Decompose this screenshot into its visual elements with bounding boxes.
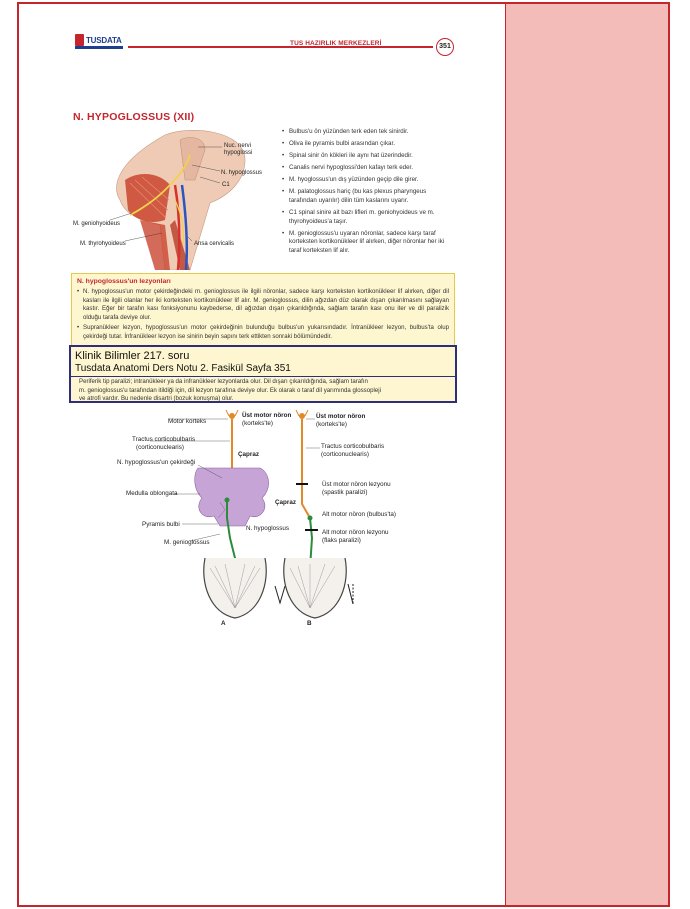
label-ust-motor-b: Üst motor nöron: [316, 413, 366, 420]
medulla-shape: [195, 468, 269, 526]
pathway-diagram: [110, 408, 430, 628]
label-korteks-a: (korteks'te): [242, 420, 273, 427]
motor-neuron-soma-a: [229, 413, 235, 419]
label-alt-motor: Alt motor nöron (bulbus'ta): [322, 511, 397, 518]
label-lezyon1: Üst motor nöron lezyonu: [322, 481, 391, 488]
label-nuc2: hypoglossi: [224, 150, 253, 156]
anatomy-illustration: [70, 125, 265, 270]
label-lezyon1b: (spastik paralizi): [322, 489, 368, 496]
label-tractus-a: Tractus corticobulbaris: [132, 436, 196, 443]
list-item: • Canalis nervi hypoglossi'den kafayı terk eder.: [282, 164, 454, 173]
label-genioglossus: M. genioglossus: [164, 539, 210, 546]
list-item: • Spinal sinir ön kökleri ile aynı hat üzerindedir.: [282, 152, 454, 161]
label-thyrohyoideus: M. thyrohyoideus: [80, 241, 126, 247]
fact-list: [282, 128, 454, 259]
lesion-paragraph: • N. hypoglossus'un motor çekirdeğindeki m. genioglossus ile ilgili nöronlar, sadece karşı korteksten kortikonükleer lif alırken, diğer dil kasları ile ilgili olanlar her iki korteksten kortikonükleer lif alır. M. genioglossus, dilin ağızdan düz olarak dışarı çıkarılmasını sağlayan kastır. Eğer bir tarafın kası fonksiyonunu kaybederse, dil ağızdan dışarı çıkarıldığında, sağlam tarafın kası onu iter ve dil paralizik olduğu tarafa deviye olur.: [77, 288, 449, 323]
tusdata-logo: [75, 34, 123, 52]
label-nucleus: N. hypoglossus'un çekirdeği: [117, 459, 196, 466]
tooltip-subtitle: Tusdata Anatomi Ders Notu 2. Fasikül Sayfa 351: [75, 363, 291, 374]
label-tractus2-b: (corticonuclearis): [321, 451, 369, 458]
motor-neuron-soma-b: [299, 413, 305, 419]
label-medulla: Medulla oblongata: [126, 490, 178, 497]
label-nuc: Nuc. nervi: [224, 143, 252, 149]
lesion-title: N. hypoglossus'un lezyonları: [77, 278, 171, 285]
label-tractus-b: Tractus corticobulbaris: [321, 443, 385, 450]
label-lezyon2b: (flaks paralizi): [322, 537, 361, 544]
label-pyramis: Pyramis bulbi: [142, 521, 180, 528]
label-capraz-a: Çapraz: [238, 451, 259, 458]
lesion-paragraph: • Supranükleer lezyon, hypoglossus'un motor çekirdeğinin bulunduğu bulbus'un yukarısındadır. İntranükleer lezyon, bulbus'ta olup çekirdeği tutar. İnfranükleer lezyon ise sinirin beyin sapını terk ettikten sonraki bölümündedir.: [77, 324, 449, 341]
list-item: • Bulbus'u ön yüzünden terk eden tek sinirdir.: [282, 128, 454, 137]
label-geniohyoideus: M. geniohyoideus: [73, 221, 121, 227]
logo-mark-icon: [75, 34, 84, 46]
logo-text: TUSDATA: [86, 35, 122, 45]
fig-label-b: B: [307, 620, 312, 627]
list-item: • M. genioglossus'u uyaran nöronlar, sadece karşı taraf korteksten kortikonükleer lif alırken, diğer nöronlar her iki taraf korteksten lif alır.: [282, 230, 454, 256]
label-tractus2-a: (corticonuclearis): [136, 444, 184, 451]
label-hypoglossus-a: N. hypoglossus: [246, 525, 290, 532]
list-item: • C1 spinal sinire ait bazı lifleri m. geniohyoideus ve m. thyrohyoideus'a taşır.: [282, 209, 454, 226]
fig-label-a: A: [221, 620, 226, 627]
side-margin: [505, 2, 670, 907]
list-item: • Oliva ile pyramis bulbi arasından çıkar.: [282, 140, 454, 149]
label-capraz-b: Çapraz: [275, 499, 296, 506]
header-title: TUS HAZIRLIK MERKEZLERİ: [290, 40, 382, 47]
list-item: • M. hyoglossus'un dış yüzünden geçip dile girer.: [282, 176, 454, 185]
list-item: • M. palatoglossus hariç (bu kas plexus pharyngeus tarafından uyarılır) dilin tüm kaslarını uyarır.: [282, 188, 454, 205]
page-number: 351: [436, 38, 454, 56]
label-lezyon2: Alt motor nöron lezyonu: [322, 529, 389, 536]
tooltip-line: ve atrofi vardır. Bu nedenle disartri (bozuk konuşma) olur.: [79, 395, 234, 402]
label-c1: C1: [222, 182, 230, 188]
section-title: N. HYPOGLOSSUS (XII): [73, 111, 195, 123]
label-hypoglossus: N. hypoglossus: [221, 170, 263, 176]
tooltip-line: m. genioglossus'u tarafından itildiği için, dil lezyon tarafına deviye olur. Ek olarak o taraf dil yarımında glossopleji: [79, 386, 381, 394]
reference-tooltip: [69, 345, 457, 403]
label-korteks-b: (korteks'te): [316, 421, 347, 428]
label-ust-motor-a: Üst motor nöron: [242, 412, 292, 419]
tooltip-title: Klinik Bilimler 217. soru: [75, 350, 190, 362]
label-motor-korteks: Motor korteks: [168, 418, 207, 425]
tooltip-line: Periferik tip paralizi; intranükleer ya da infranükleer lezyonlarda olur. Dil dışarı çıkarıldığında, sağlam tarafın: [79, 378, 368, 385]
header-rule: [128, 46, 433, 48]
label-ansa: Ansa cervicalis: [194, 241, 235, 247]
